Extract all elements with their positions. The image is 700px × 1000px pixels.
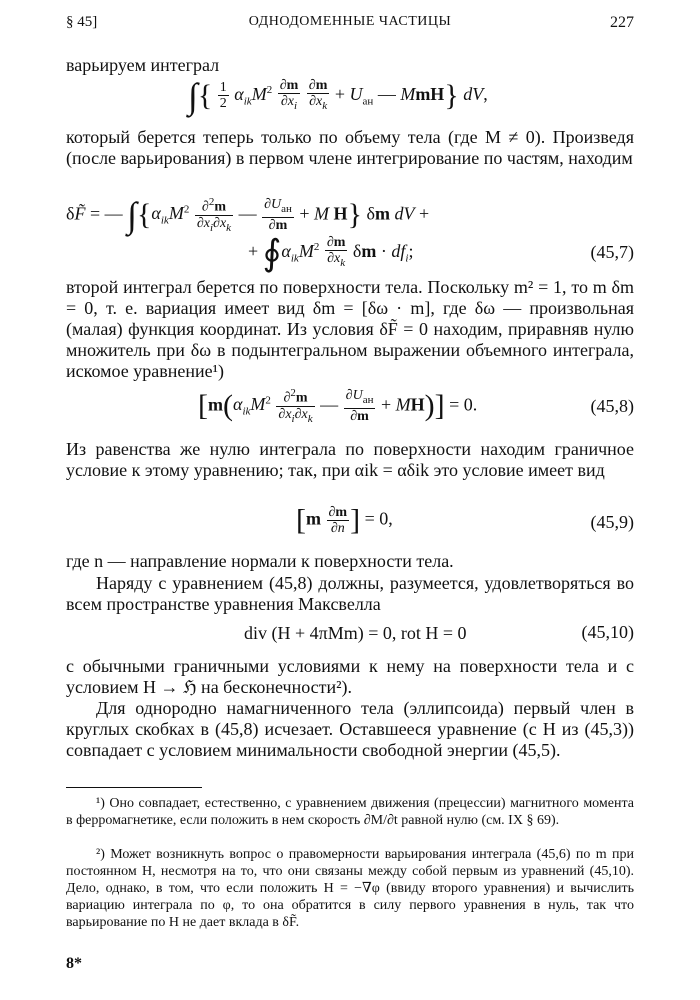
equation-45-7-line1: δF̃ = — $\int\{\alpha_{ik}M^2$ $\frac{\partial^2m}{\partial x_i\partial x_k}$ — $\partial U_{ан}$ ∂m + M H} δm dV +: [66, 195, 430, 236]
paragraph-5: где n — направление нормали к поверхности тела.: [66, 551, 454, 571]
section-ref: § 45]: [66, 14, 98, 30]
equation-45-7-line2: + $∮\alpha_{ik}M^2$ $\frac{\partial m}{\partial x_k}$ $\delta m \cdot df_i$;: [248, 232, 414, 273]
paragraph-1: варьируем интеграл: [66, 55, 220, 75]
printer-signature: 8*: [66, 955, 82, 972]
footnote-rule: [66, 787, 202, 788]
footnote-2: ²) Может возникнуть вопрос о правомерности варьирования интеграла (45,6) по m при постоянном H, несмотря на то, что они связаны между собой первым из уравнений (45,10). Дело, однако, в том, что если положить H = −∇φ (ввиду второго уравнения) и вычислить вариацию интеграла по φ, то она обратится в силу первого уравнения в нуль, так что варьирование по H не дает вклада в δF̃.: [66, 847, 634, 930]
equation-number-45-10: (45,10): [581, 622, 634, 642]
running-header: [66, 14, 634, 38]
page-number: 227: [610, 14, 634, 31]
footnote-1: ¹) Оно совпадает, естественно, с уравнением движения (прецессии) магнитного момента в ферромагнетике, если положить в нем скорость ∂M/∂t равной нулю (см. IX § 69).: [66, 796, 634, 828]
paragraph-8: Для однородно намагниченного тела (эллипсоида) первый член в круглых скобках в (45,8) исчезает. Оставшееся уравнение (с H из (45,3)) совпадает с условием минимальности свободной энергии (45,5).: [66, 698, 634, 760]
paragraph-2: который берется теперь только по объему тела (где M ≠ 0). Произведя (после варьирования) в первом члене интегрирование по частям, находим: [66, 127, 634, 168]
equation-45-10: div (H + 4πMm) = 0, rot H = 0: [244, 623, 467, 643]
equation-number-45-7: (45,7): [590, 242, 634, 262]
equation-number-45-8: (45,8): [590, 396, 634, 416]
paragraph-4: Из равенства же нулю интеграла по поверхности находим граничное условие к этому уравнению; так, при αik = αδik это условие имеет вид: [66, 439, 634, 480]
paragraph-6: Наряду с уравнением (45,8) должны, разумеется, удовлетворяться во всем пространстве уравнения Максвелла: [66, 573, 634, 614]
chapter-title: ОДНОДОМЕННЫЕ ЧАСТИЦЫ: [248, 14, 452, 29]
equation-functional: ∫{ $\frac{1}{2}$ $\alpha_{ik}M^2$ $\frac{\partial m}{\partial x_i}$ $\frac{\partial m}{\partial x_k}$ + $U_{ан}$ — MmH} dV,: [188, 75, 488, 116]
equation-number-45-9: (45,9): [590, 512, 634, 532]
paragraph-7: с обычными граничными условиями к нему на поверхности тела и с условием H → ℌ на бесконечности²).: [66, 656, 634, 697]
equation-45-9: [m $\frac{\partial m}{\partial n}$ ] = 0,: [296, 503, 393, 537]
equation-45-8: [$m(\alpha_{ik}M^2$ $\frac{\partial^2m}{\partial x_i\partial x_k}$ — $\partial U_{ан}$ ∂m + MH)] = 0.: [198, 387, 478, 425]
paragraph-3: второй интеграл берется по поверхности тела. Поскольку m² = 1, то m δm = 0, т. е. вариация имеет вид δm = [δω · m], где δω — произвольная (малая) функция координат. Из условия δF̃ = 0 находим, приравняв нулю множитель при δω в подынтегральном выражении объемного интеграла, искомое уравнение¹): [66, 277, 634, 381]
